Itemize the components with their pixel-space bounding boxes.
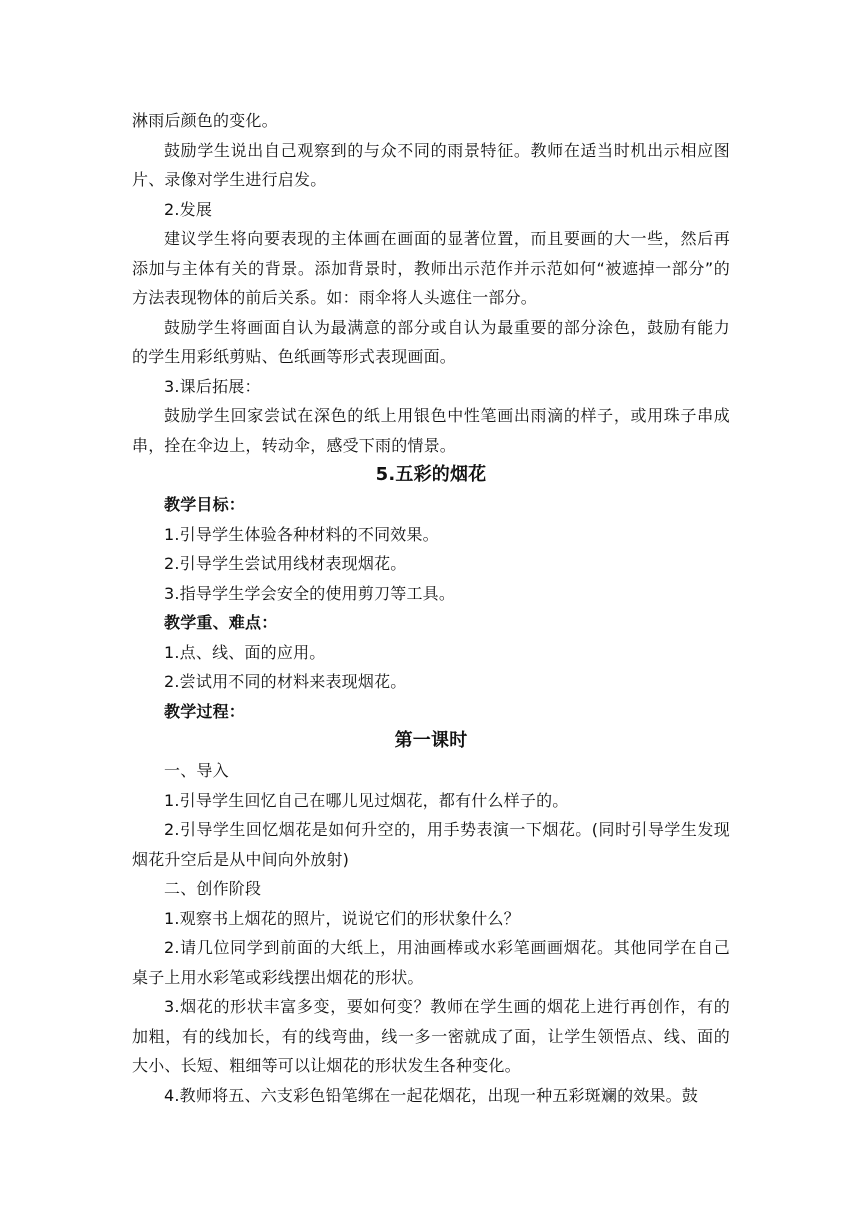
key-point-2: 2.尝试用不同的材料来表现烟花。 xyxy=(164,672,407,691)
intro-item-2: 2.引导学生回忆烟花是如何升空的，用手势表演一下烟花。(同时引导学生发现烟花升空后是从中间向外放射) xyxy=(132,820,730,869)
goal-item-2: 2.引导学生尝试用线材表现烟花。 xyxy=(164,554,407,573)
section-intro: 一、导入 xyxy=(164,761,229,780)
paragraph-extension: 鼓励学生回家尝试在深色的纸上用银色中性笔画出雨滴的样子，或用珠子串成串，拴在伞边上，转动伞，感受下雨的情景。 xyxy=(132,406,730,455)
subtitle-first-lesson: 第一课时 xyxy=(394,730,468,751)
key-point-1: 1.点、线、面的应用。 xyxy=(164,642,326,662)
creation-item-1: 1.观察书上烟花的照片，说说它们的形状象什么？ xyxy=(164,908,520,928)
heading-key-points: 教学重、难点： xyxy=(164,613,278,632)
section-creation: 二、创作阶段 xyxy=(164,879,262,898)
goal-item-3: 3.指导学生学会安全的使用剪刀等工具。 xyxy=(164,583,456,603)
paragraph-develop-advice: 建议学生将向要表现的主体画在画面的显著位置，而且要画的大一些，然后再添加与主体有关的背景。添加背景时，教师出示范作并示范如何“被遮掉一部分”的方法表现物体的前后关系。如：雨伞将人头遮住一部分。 xyxy=(132,229,730,307)
section-heading-develop: 2.发展 xyxy=(164,199,213,219)
paragraph-coloring: 鼓励学生将画面自认为最满意的部分或自认为最重要的部分涂色，鼓励有能力的学生用彩纸剪贴、色纸画等形式表现画面。 xyxy=(132,317,730,366)
heading-teaching-goals: 教学目标： xyxy=(164,495,246,514)
intro-item-1: 1.引导学生回忆自己在哪儿见过烟花，都有什么样子的。 xyxy=(164,790,569,810)
creation-item-4: 4.教师将五、六支彩色铅笔绑在一起花烟花，出现一种五彩斑斓的效果。鼓 xyxy=(164,1085,699,1105)
section-heading-extension: 3.课后拓展： xyxy=(164,376,261,396)
paragraph-encourage-observation: 鼓励学生说出自己观察到的与众不同的雨景特征。教师在适当时机出示相应图片、录像对学生进行启发。 xyxy=(132,140,730,189)
document-body xyxy=(132,106,730,1110)
goal-item-1: 1.引导学生体验各种材料的不同效果。 xyxy=(164,524,439,544)
creation-item-3: 3.烟花的形状丰富多变，要如何变？教师在学生画的烟花上进行再创作，有的加粗，有的线加长，有的线弯曲，线一多一密就成了面，让学生领悟点、线、面的大小、长短、粗细等可以让烟花的形状发生各种变化。 xyxy=(132,997,730,1075)
heading-teaching-process: 教学过程： xyxy=(164,701,246,721)
lesson-title: 5.五彩的烟花 xyxy=(375,464,487,485)
paragraph-continuation: 淋雨后颜色的变化。 xyxy=(132,111,278,130)
creation-item-2: 2.请几位同学到前面的大纸上，用油画棒或水彩笔画画烟花。其他同学在自己桌子上用水彩笔或彩线摆出烟花的形状。 xyxy=(132,938,730,987)
